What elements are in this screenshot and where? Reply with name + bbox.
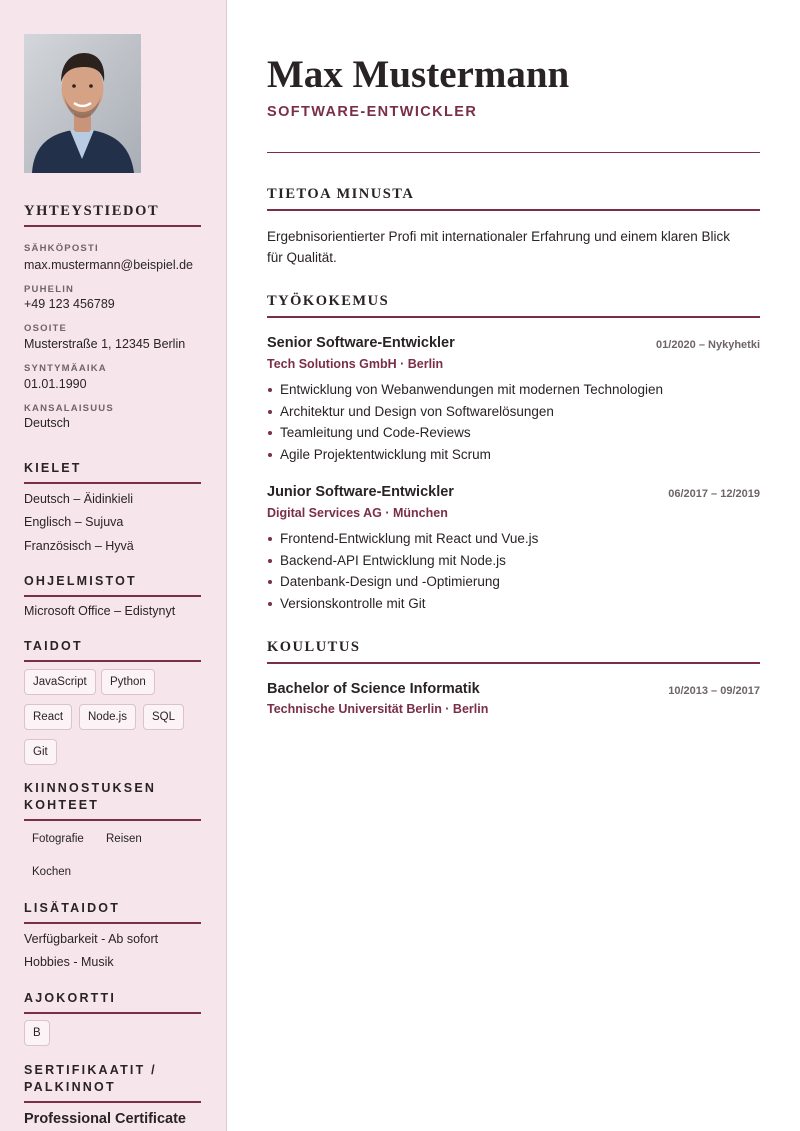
experience-date: 06/2017 – 12/2019 xyxy=(668,488,760,500)
experience-company: Tech Solutions GmbH · Berlin xyxy=(267,357,444,371)
contact-heading: YHTEYSTIEDOT xyxy=(24,203,201,227)
experience-date: 01/2020 – Nykyhetki xyxy=(656,339,760,351)
birthdate-value: 01.01.1990 xyxy=(24,377,87,391)
interests-heading-line1: KIINNOSTUKSEN xyxy=(24,781,157,795)
skill-chip: Python xyxy=(101,669,155,695)
language-item: Deutsch – Äidinkieli xyxy=(24,492,134,506)
main-content xyxy=(267,0,760,1131)
about-text: Ergebnisorientierter Profi mit internationaler Erfahrung und einem klaren Blick für Qualität. xyxy=(267,229,730,265)
email-label: SÄHKÖPOSTI xyxy=(24,243,99,254)
education-institution: Technische Universität Berlin · Berlin xyxy=(267,702,489,716)
bullet-item: Backend-API Entwicklung mit Node.js xyxy=(267,550,760,572)
languages-heading: KIELET xyxy=(24,460,201,484)
skill-chip: JavaScript xyxy=(24,669,96,695)
bullet-item: Teamleitung und Code-Reviews xyxy=(267,422,760,444)
bullet-item: Architektur und Design von Softwarelösungen xyxy=(267,401,760,423)
address-value: Musterstraße 1, 12345 Berlin xyxy=(24,337,186,351)
skill-chip: Git xyxy=(24,739,57,765)
phone-value: +49 123 456789 xyxy=(24,297,115,311)
interests-heading-line2: KOHTEET xyxy=(24,798,100,812)
experience-title: Senior Software-Entwickler xyxy=(267,335,455,351)
phone-label: PUHELIN xyxy=(24,284,75,295)
bullet-item: Versionskontrolle mit Git xyxy=(267,593,760,615)
bullet-item: Frontend-Entwicklung mit React und Vue.js xyxy=(267,528,760,550)
additional-item: Hobbies - Musik xyxy=(24,955,114,969)
header-divider xyxy=(267,152,760,153)
email-value: max.mustermann@beispiel.de xyxy=(24,258,194,272)
address-label: OSOITE xyxy=(24,323,68,334)
license-heading: AJOKORTTI xyxy=(24,990,201,1014)
job-title: SOFTWARE-ENTWICKLER xyxy=(267,104,478,120)
person-name: Max Mustermann xyxy=(267,53,570,96)
software-item: Microsoft Office – Edistynyt xyxy=(24,604,176,618)
sidebar xyxy=(0,0,227,1131)
certificates-heading xyxy=(24,1062,201,1103)
language-item: Englisch – Sujuva xyxy=(24,515,124,529)
interests-heading xyxy=(24,780,201,821)
bullet-item: Entwicklung von Webanwendungen mit modernen Technologien xyxy=(267,379,760,401)
about-heading: TIETOA MINUSTA xyxy=(267,186,760,211)
skill-chip: Node.js xyxy=(79,704,136,730)
additional-heading: LISÄTAIDOT xyxy=(24,900,201,924)
education-date: 10/2013 – 09/2017 xyxy=(668,685,760,697)
experience-heading: TYÖKOKEMUS xyxy=(267,293,760,318)
additional-item: Verfügbarkeit - Ab sofort xyxy=(24,932,159,946)
certificates-heading-line1: SERTIFIKAATIT / xyxy=(24,1063,157,1077)
education-heading: KOULUTUS xyxy=(267,639,760,664)
interest-item: Kochen xyxy=(32,866,72,878)
experience-title: Junior Software-Entwickler xyxy=(267,484,454,500)
skills-heading: TAIDOT xyxy=(24,638,201,662)
skill-chip: SQL xyxy=(143,704,184,730)
certificates-heading-line2: PALKINNOT xyxy=(24,1080,116,1094)
license-chip: B xyxy=(24,1020,50,1046)
birthdate-label: SYNTYMÄAIKA xyxy=(24,363,107,374)
nationality-value: Deutsch xyxy=(24,416,70,430)
language-item: Französisch – Hyvä xyxy=(24,539,134,553)
interest-item: Reisen xyxy=(106,833,142,845)
experience-bullets xyxy=(267,379,760,465)
nationality-label: KANSALAISUUS xyxy=(24,403,114,414)
interest-item: Fotografie xyxy=(32,833,84,845)
bullet-item: Datenbank-Design und -Optimierung xyxy=(267,571,760,593)
experience-company: Digital Services AG · München xyxy=(267,506,448,520)
profile-photo xyxy=(24,34,141,173)
experience-bullets xyxy=(267,528,760,614)
profile-photo-image xyxy=(24,34,141,173)
software-heading: OHJELMISTOT xyxy=(24,573,201,597)
bullet-item: Agile Projektentwicklung mit Scrum xyxy=(267,444,760,466)
skill-chip: React xyxy=(24,704,72,730)
education-title: Bachelor of Science Informatik xyxy=(267,681,480,697)
certificate-title: Professional Certificate xyxy=(24,1111,186,1127)
